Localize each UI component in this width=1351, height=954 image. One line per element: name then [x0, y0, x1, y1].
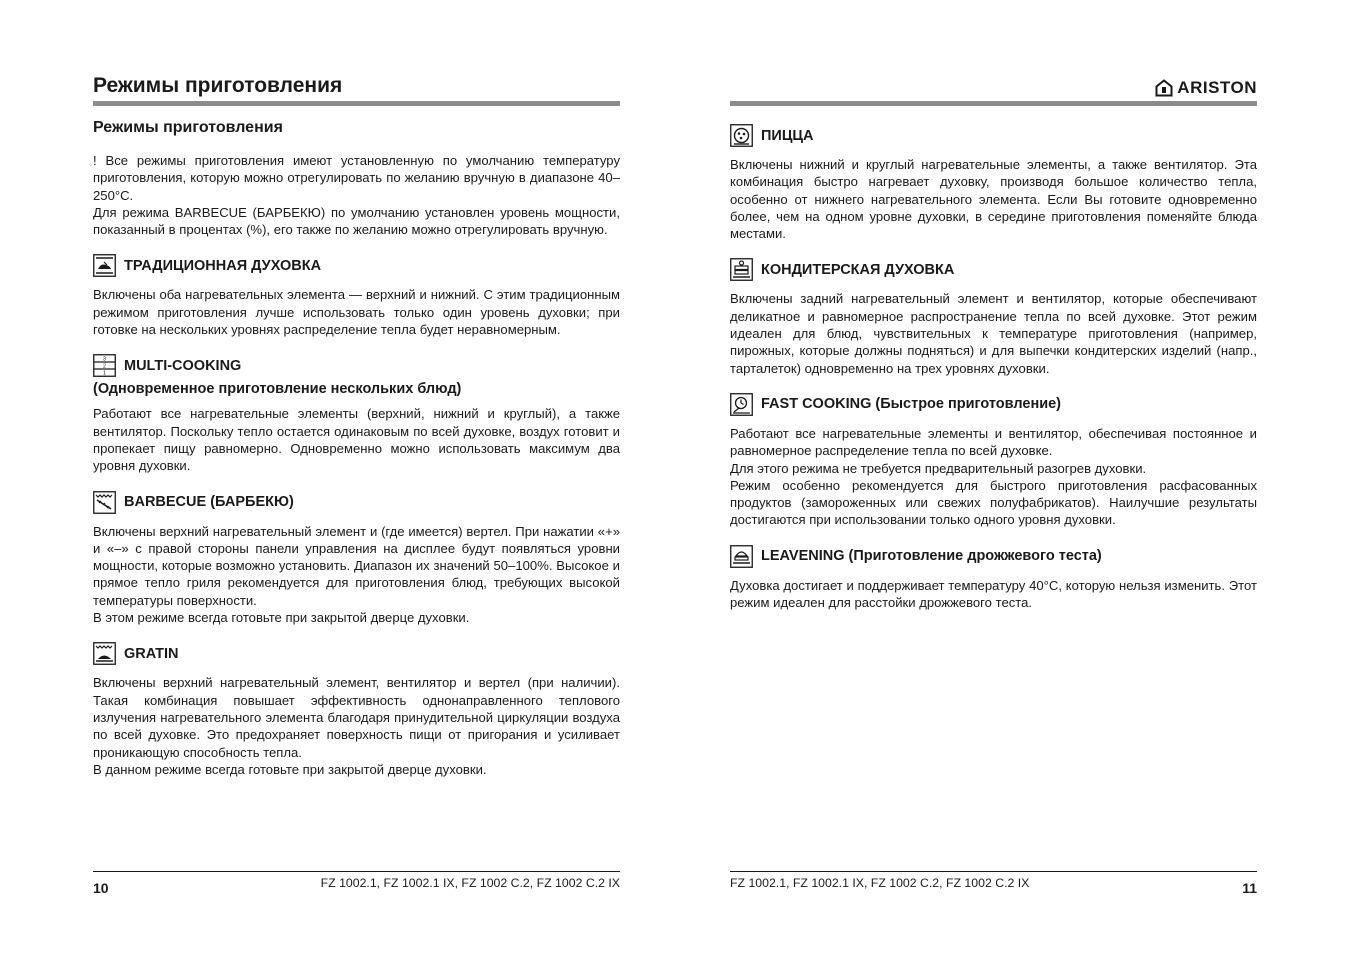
mode-title: FAST COOKING (Быстрое приготовление) [761, 396, 1062, 413]
mode-description: Включены верхний нагревательный элемент, вентилятор и вертел (при наличии). Такая комбинация повышает эффективность однонаправленного теплового излучения нагревательного элемента благодаря принудительной циркуляции воздуха по всей духовке. Это предохраняет поверхность пищи от пригорания и усиливает проникающую способность тепла. [93, 675, 620, 760]
mode-description: Включены нижний и круглый нагревательные элементы, а также вентилятор. Эта комбинация быстро нагревает духовку, производя большое количество тепла, особенно от нижнего нагревательного элемента. Если Вы готовите одновременно более, чем на одном уровне духовки, в середине приготовления поменяйте блюда местами. [730, 157, 1257, 242]
multi-cooking-icon [93, 354, 116, 377]
svg-text:1: 1 [102, 370, 107, 377]
mode-title: GRATIN [124, 645, 179, 662]
page-number: 10 [93, 880, 109, 896]
mode-description: Духовка достигает и поддерживает температуру 40°C, которую нельзя изменить. Этот режим идеален для расстойки дрожжевого теста. [730, 577, 1257, 611]
traditional-oven-icon [93, 254, 116, 277]
mode-title: КОНДИТЕРСКАЯ ДУХОВКА [761, 261, 955, 278]
barbecue-icon [93, 491, 116, 514]
mode-pizza [730, 124, 1257, 242]
mode-multi-cooking [93, 354, 620, 474]
leavening-icon [730, 545, 753, 568]
brand-logo [1155, 78, 1257, 98]
mode-description: Включены верхний нагревательный элемент и (где имеется) вертел. При нажатии «+» и «–» с правой стороны панели управления на дисплее будут появляться уровни мощности, которые возможно установить. Диапазон их значений 50–100%. Высокое и прямое тепло гриля рекомендуется для приготовления блюд, требующих высокой температуры поверхности. [93, 523, 620, 608]
footer-rule [93, 871, 620, 872]
mode-title: ТРАДИЦИОННАЯ ДУХОВКА [124, 257, 322, 274]
mode-fast-cooking [730, 393, 1257, 529]
page-number: 11 [1242, 880, 1257, 896]
mode-description-3: Режим особенно рекомендуется для быстрого приготовления расфасованных продуктов (замороженных или свежих полуфабрикатов). Наилучшие результаты достигаются при использовании только одного уровня духовки. [730, 477, 1257, 528]
model-list: FZ 1002.1, FZ 1002.1 IX, FZ 1002 C.2, FZ 1002 C.2 IX [730, 876, 1030, 890]
left-content [93, 119, 620, 778]
footer-rule [730, 871, 1257, 872]
mode-description: Работают все нагревательные элементы и вентилятор, обеспечивая постоянное и равномерное распределение тепла по всей духовке. [730, 425, 1257, 459]
mode-subtitle: (Одновременное приготовление нескольких блюд) [93, 381, 462, 398]
svg-text:3: 3 [102, 356, 107, 363]
intro-paragraph: ! Все режимы приготовления имеют установленную по умолчанию температуру приготовления, которую можно отрегулировать по желанию вручную в диапазоне 40–250°C. [93, 153, 620, 203]
mode-barbecue [93, 491, 620, 627]
mode-description-2: В этом режиме всегда готовьте при закрытой дверце духовки. [93, 610, 470, 626]
mode-title: MULTI-COOKING [124, 357, 242, 374]
mode-description-2: В данном режиме всегда готовьте при закрытой дверце духовки. [93, 761, 487, 777]
mode-description: Включены оба нагревательных элемента — верхний и нижний. С этим традиционным режимом приготовления лучше использовать только один уровень духовки; при готовке на нескольких уровнях распределение тепла будет неравномерным. [93, 287, 620, 338]
header-rule [93, 101, 620, 106]
section-title: Режимы приготовления [93, 119, 283, 136]
ariston-house-icon [1155, 79, 1173, 97]
intro-paragraph-2: Для режима BARBECUE (БАРБЕКЮ) по умолчанию установлен уровень мощности, показанный в процентах (%), его также по желанию можно отрегулировать вручную. [93, 204, 620, 238]
mode-title: LEAVENING (Приготовление дрожжевого теста) [761, 548, 1102, 565]
mode-description: Включены задний нагревательный элемент и вентилятор, которые обеспечивают деликатное и равномерное распространение тепла по всей духовке. Этот режим идеален для блюд, чувствительных к температуре приготовления (например, пирожных, которые должны подняться) и для выпечки кондитерских изделий (напр., тарталеток) одновременно на трех уровнях духовки. [730, 291, 1257, 376]
mode-pastry-oven [730, 258, 1257, 376]
mode-title: BARBECUE (БАРБЕКЮ) [124, 494, 294, 511]
model-list: FZ 1002.1, FZ 1002.1 IX, FZ 1002 C.2, FZ 1002 C.2 IX [320, 876, 620, 890]
fast-cooking-icon [730, 393, 753, 416]
mode-description: Работают все нагревательные элементы (верхний, нижний и круглый), а также вентилятор. Поскольку тепло остается одинаковым по всей духовке, воздух готовит и пропекает пищу равномерно. Одновременно можно использовать максимум два уровня духовки. [93, 406, 620, 474]
page-title: Режимы приготовления [93, 74, 343, 97]
mode-leavening [730, 545, 1257, 612]
mode-gratin [93, 642, 620, 778]
right-content [730, 124, 1257, 611]
mode-title: ПИЦЦА [761, 127, 814, 144]
brand-name: ARISTON [1177, 78, 1257, 97]
gratin-icon [93, 642, 116, 665]
svg-text:2: 2 [102, 363, 107, 370]
pizza-icon [730, 124, 753, 147]
mode-description-2: Для этого режима не требуется предварительный разогрев духовки. [730, 460, 1147, 476]
pastry-oven-icon [730, 258, 753, 281]
header-rule [730, 101, 1257, 106]
mode-traditional-oven [93, 254, 620, 338]
